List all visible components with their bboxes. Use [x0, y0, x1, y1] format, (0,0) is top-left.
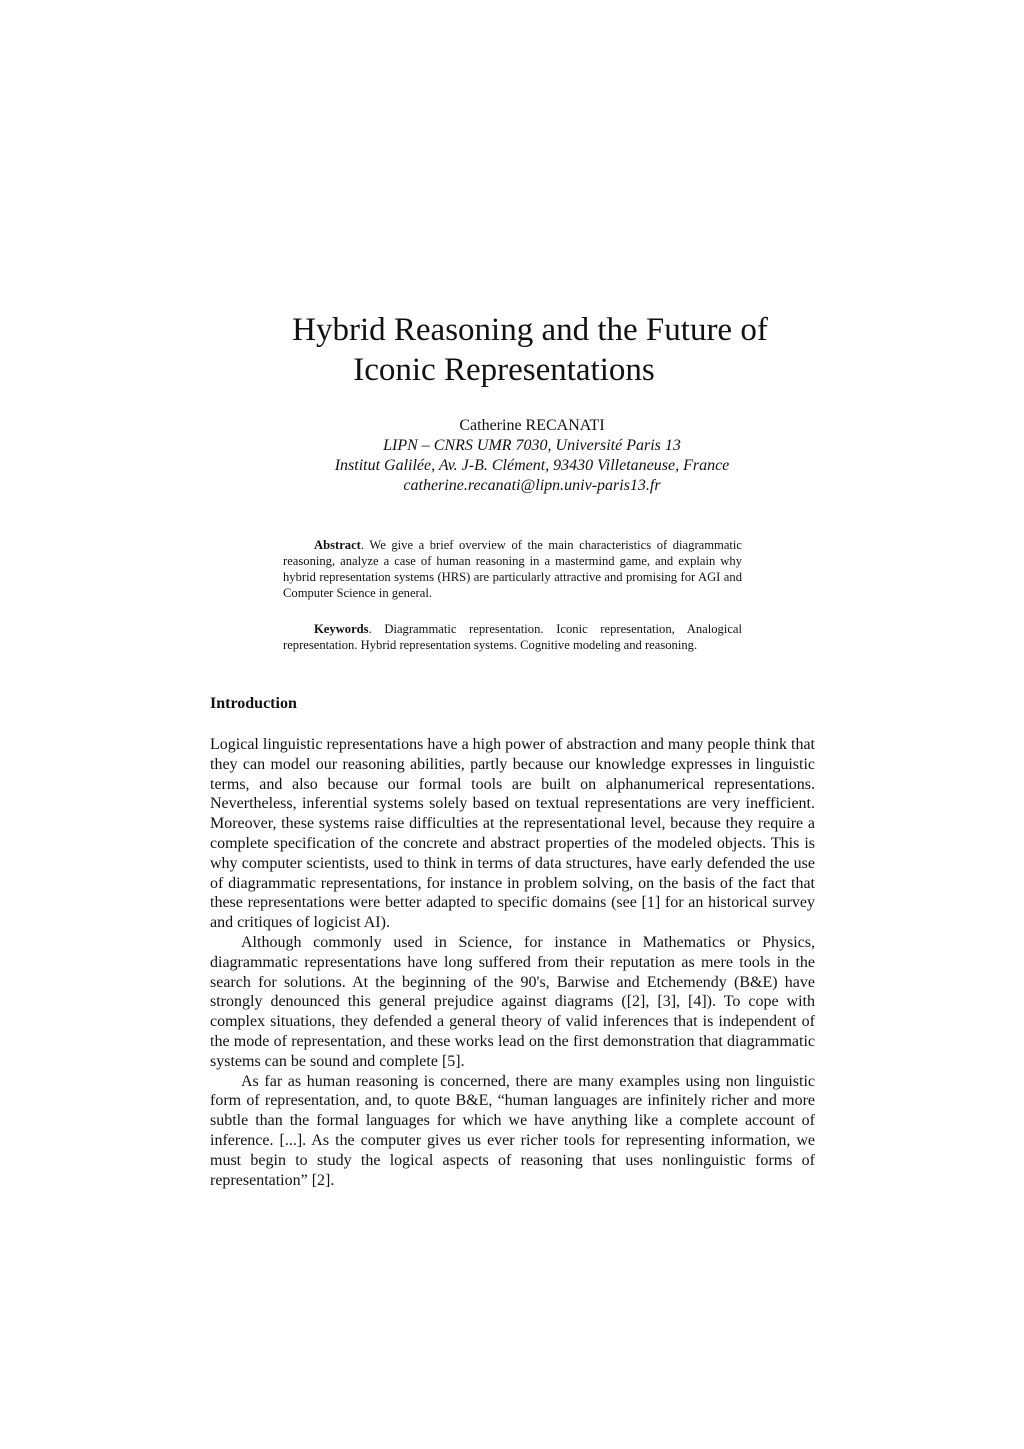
title-line-1: Hybrid Reasoning and the Future of [292, 312, 768, 348]
affiliation-line-1: LIPN – CNRS UMR 7030, Université Paris 13 [383, 437, 681, 454]
section-heading-introduction: Introduction [210, 695, 297, 712]
abstract-label: Abstract [314, 538, 361, 552]
paragraph-2: Although commonly used in Science, for instance in Mathematics or Physics, diagrammatic representations have long suffered from their reputation as mere tools in the search for solutions. At the beginning of the 90's, Barwise and Etchemendy (B&E) have strongly denounced this general prejudice against diagrams ([2], [3], [4]). To cope with complex situations, they defended a general theory of valid inferences that is independent of the mode of representation, and these works lead on the first demonstration that diagrammatic systems can be sound and complete [5]. [210, 933, 815, 1070]
keywords-label: Keywords [314, 622, 369, 636]
paragraph-3: As far as human reasoning is concerned, there are many examples using non linguistic form of representation, and, to quote B&E, “human languages are infinitely richer and more subtle than the formal languages for which we have anything like a complete account of inference. [...]. As the computer gives us ever richer tools for representing information, we must begin to study the logical aspects of reasoning that uses nonlinguistic forms of representation” [2]. [210, 1072, 815, 1189]
abstract [283, 537, 742, 601]
author-block [262, 416, 802, 496]
keywords [283, 621, 742, 653]
title-line-2: Iconic Representations [353, 352, 655, 388]
author-name: Catherine RECANATI [459, 417, 605, 434]
abstract-text: . We give a brief overview of the main characteristics of diagrammatic reasoning, analyze a case of human reasoning in a mastermind game, and explain why hybrid representation systems (HRS) are particularly attractive and promising for AGI and Computer Science in general. [283, 538, 742, 600]
author-email[interactable]: catherine.recanati@lipn.univ-paris13.fr [403, 477, 661, 494]
paragraph-1: Logical linguistic representations have a high power of abstraction and many people think that they can model our reasoning abilities, partly because our knowledge expresses in linguistic terms, and also because our formal tools are built on alphanumerical representations. Nevertheless, inferential systems solely based on textual representations are very inefficient. Moreover, these systems raise difficulties at the representational level, because they require a complete specification of the concrete and abstract properties of the modeled objects. This is why computer scientists, used to think in terms of data structures, have early defended the use of diagrammatic representations, for instance in problem solving, on the basis of the fact that these representations were better adapted to specific domains (see [1] for an historical survey and critiques of logicist AI). [210, 736, 815, 932]
paper-title [260, 310, 800, 390]
keywords-text: . Diagrammatic representation. Iconic representation, Analogical representation. Hybrid representation systems. Cognitive modeling and reasoning. [283, 622, 742, 652]
body-text [210, 735, 815, 1190]
affiliation-line-2: Institut Galilée, Av. J-B. Clément, 93430 Villetaneuse, France [334, 457, 730, 474]
